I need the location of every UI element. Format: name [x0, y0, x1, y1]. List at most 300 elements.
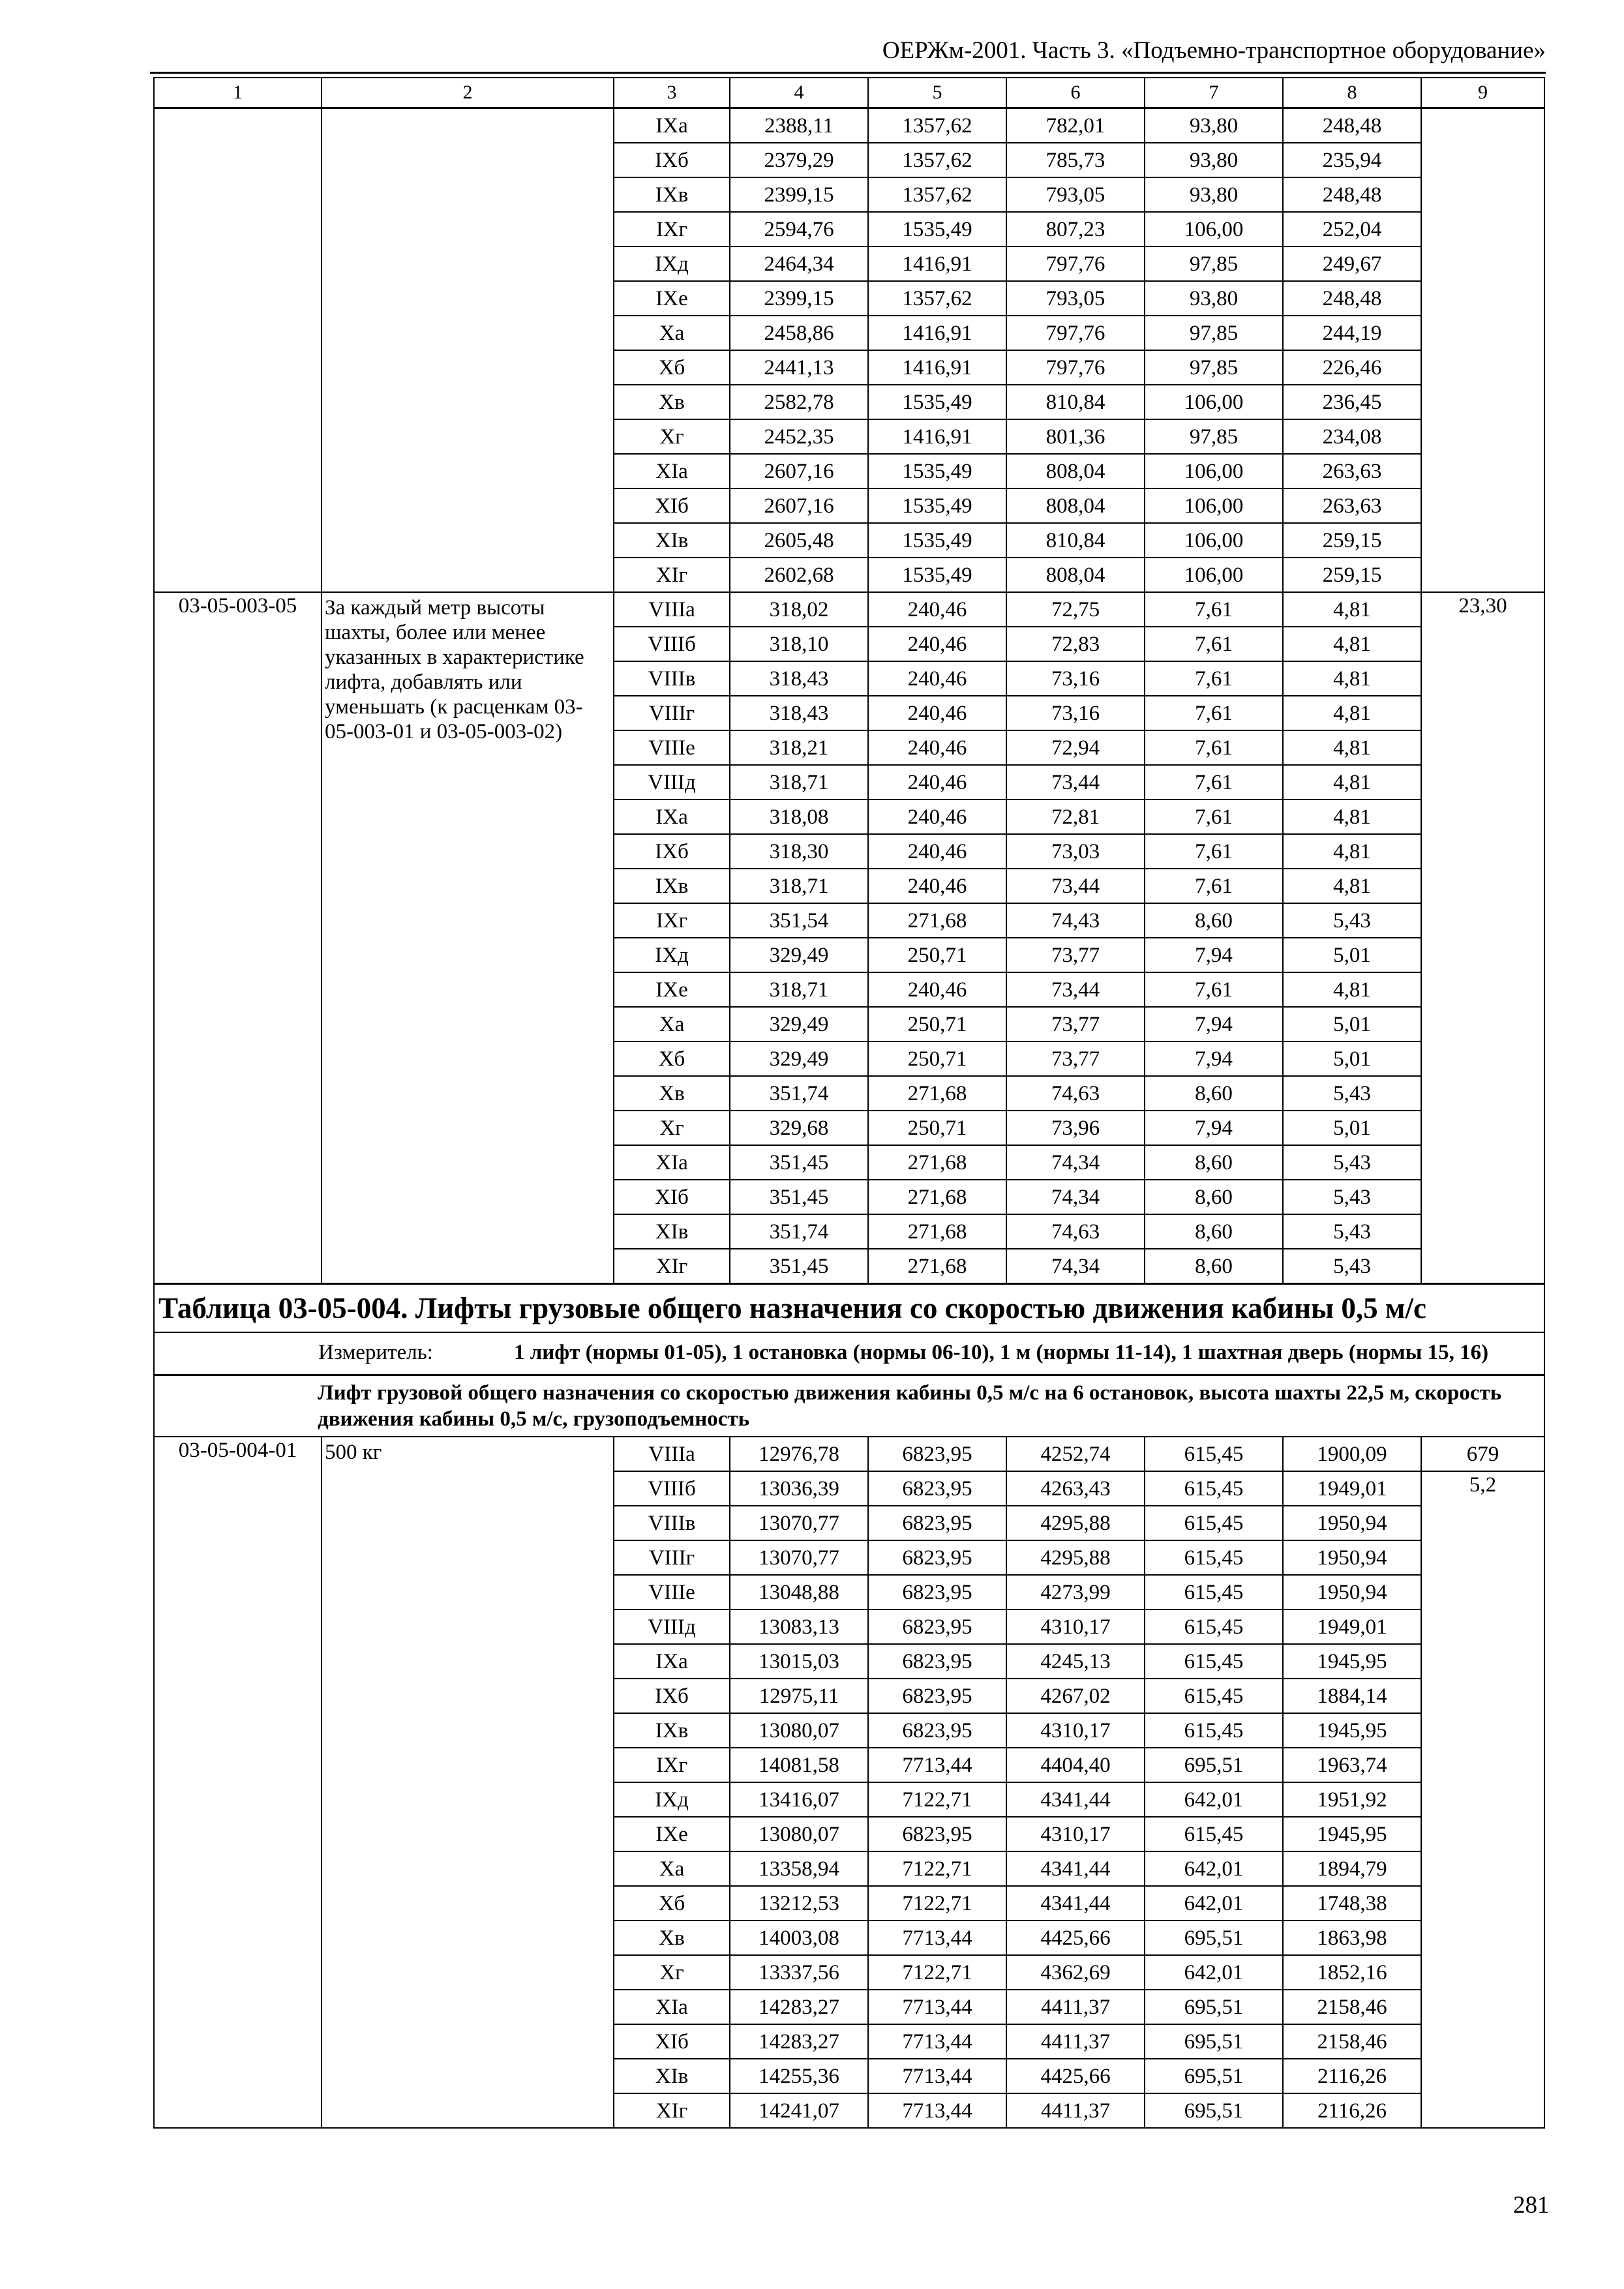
value-cell: 259,15	[1283, 523, 1421, 558]
value-cell: 74,43	[1006, 903, 1145, 938]
value-cell: 97,85	[1145, 350, 1283, 385]
value-cell: 1535,49	[868, 488, 1006, 523]
value-cell: 7,61	[1145, 972, 1283, 1007]
zone-cell: XIб	[614, 1180, 730, 1214]
value-cell: 318,30	[730, 834, 868, 869]
value-cell: 14283,27	[730, 2024, 868, 2059]
value-cell: 13070,77	[730, 1540, 868, 1575]
value-cell: 810,84	[1006, 523, 1145, 558]
value-cell: 615,45	[1145, 1679, 1283, 1713]
zone-cell: IXе	[614, 972, 730, 1007]
value-cell: 7,61	[1145, 696, 1283, 730]
value-cell: 4341,44	[1006, 1886, 1145, 1921]
value-cell: 73,77	[1006, 938, 1145, 972]
value-cell: 6823,95	[868, 1506, 1006, 1540]
value-cell: 8,60	[1145, 1076, 1283, 1111]
zone-cell: IXб	[614, 834, 730, 869]
value-cell: 793,05	[1006, 281, 1145, 316]
value-cell: 695,51	[1145, 2093, 1283, 2128]
zone-cell: Xа	[614, 1007, 730, 1041]
zone-cell: IXб	[614, 143, 730, 177]
zone-cell: XIв	[614, 523, 730, 558]
value-cell: 1949,01	[1283, 1471, 1421, 1506]
value-cell: 13212,53	[730, 1886, 868, 1921]
value-cell: 6823,95	[868, 1817, 1006, 1851]
value-cell: 259,15	[1283, 558, 1421, 592]
value-cell: 329,49	[730, 1007, 868, 1041]
value-cell: 1535,49	[868, 523, 1006, 558]
value-cell: 329,49	[730, 938, 868, 972]
value-cell: 5,43	[1283, 1249, 1421, 1284]
rate-code	[154, 108, 322, 593]
value-cell: 73,44	[1006, 869, 1145, 903]
value-cell: 4,81	[1283, 661, 1421, 696]
value-cell: 4,81	[1283, 730, 1421, 765]
value-cell: 74,63	[1006, 1076, 1145, 1111]
value-cell: 6823,95	[868, 1540, 1006, 1575]
value-cell: 14241,07	[730, 2093, 868, 2128]
value-cell: 226,46	[1283, 350, 1421, 385]
value-cell: 13036,39	[730, 1471, 868, 1506]
value-cell: 4,81	[1283, 800, 1421, 834]
value-cell: 1416,91	[868, 419, 1006, 454]
value-cell: 1357,62	[868, 177, 1006, 212]
value-cell: 6823,95	[868, 1644, 1006, 1679]
value-cell: 7,61	[1145, 869, 1283, 903]
value-cell: 4,81	[1283, 972, 1421, 1007]
value-cell: 793,05	[1006, 177, 1145, 212]
price-table	[153, 77, 1545, 2129]
value-cell: 4362,69	[1006, 1955, 1145, 1990]
value-cell: 263,63	[1283, 488, 1421, 523]
value-cell: 1416,91	[868, 350, 1006, 385]
zone-cell: IXа	[614, 1644, 730, 1679]
value-cell: 93,80	[1145, 177, 1283, 212]
value-cell: 642,01	[1145, 1782, 1283, 1817]
value-cell: 1535,49	[868, 558, 1006, 592]
extra-value-top: 679	[1421, 1437, 1544, 1471]
zone-cell: VIIIа	[614, 1437, 730, 1471]
zone-cell: IXг	[614, 1748, 730, 1782]
column-number: 1	[154, 78, 322, 108]
zone-cell: VIIIв	[614, 1506, 730, 1540]
section-heading: Лифт грузовой общего назначения со скоростью движения кабины 0,5 м/с на 6 остановок, высота шахты 22,5 м, скорость движения кабины 0,5 м/с, грузоподъемность	[154, 1375, 1544, 1437]
header-rule	[150, 72, 1546, 74]
table-title: Таблица 03-05-004. Лифты грузовые общего назначения со скоростью движения кабины 0,5 м/с	[154, 1284, 1544, 1333]
value-cell: 4263,43	[1006, 1471, 1145, 1506]
column-number: 9	[1421, 78, 1544, 108]
value-cell: 240,46	[868, 661, 1006, 696]
value-cell: 72,94	[1006, 730, 1145, 765]
value-cell: 1945,95	[1283, 1713, 1421, 1748]
extra-value-bottom: 5,2	[1421, 1471, 1544, 2128]
value-cell: 695,51	[1145, 1921, 1283, 1955]
value-cell: 240,46	[868, 972, 1006, 1007]
zone-cell: XIа	[614, 1990, 730, 2024]
value-cell: 4425,66	[1006, 1921, 1145, 1955]
rate-description: За каждый метр высоты шахты, более или менее указанных в характеристике лифта, добавлять или уменьшать (к расценкам 03-05-003-01 и 03-05-003-02)	[322, 592, 614, 1284]
value-cell: 1535,49	[868, 212, 1006, 247]
value-cell: 2158,46	[1283, 2024, 1421, 2059]
value-cell: 808,04	[1006, 488, 1145, 523]
value-cell: 4,81	[1283, 834, 1421, 869]
zone-cell: IXд	[614, 1782, 730, 1817]
zone-cell: XIв	[614, 1214, 730, 1249]
value-cell: 351,74	[730, 1076, 868, 1111]
value-cell: 271,68	[868, 1249, 1006, 1284]
value-cell: 6823,95	[868, 1679, 1006, 1713]
value-cell: 8,60	[1145, 1145, 1283, 1180]
value-cell: 1357,62	[868, 281, 1006, 316]
value-cell: 1535,49	[868, 385, 1006, 419]
value-cell: 695,51	[1145, 2059, 1283, 2093]
value-cell: 695,51	[1145, 1748, 1283, 1782]
zone-cell: IXб	[614, 1679, 730, 1713]
value-cell: 1950,94	[1283, 1506, 1421, 1540]
value-cell: 73,77	[1006, 1041, 1145, 1076]
value-cell: 106,00	[1145, 523, 1283, 558]
table-row	[154, 1437, 1544, 1471]
value-cell: 7122,71	[868, 1886, 1006, 1921]
value-cell: 240,46	[868, 800, 1006, 834]
table-title-row	[154, 1284, 1544, 1333]
extra-value	[1421, 108, 1544, 593]
zone-cell: Xб	[614, 1886, 730, 1921]
value-cell: 785,73	[1006, 143, 1145, 177]
value-cell: 1863,98	[1283, 1921, 1421, 1955]
value-cell: 93,80	[1145, 108, 1283, 143]
value-cell: 13080,07	[730, 1713, 868, 1748]
zone-cell: IXа	[614, 108, 730, 143]
value-cell: 2582,78	[730, 385, 868, 419]
value-cell: 782,01	[1006, 108, 1145, 143]
value-cell: 250,71	[868, 938, 1006, 972]
value-cell: 74,34	[1006, 1249, 1145, 1284]
zone-cell: Xб	[614, 1041, 730, 1076]
value-cell: 12976,78	[730, 1437, 868, 1471]
value-cell: 235,94	[1283, 143, 1421, 177]
value-cell: 8,60	[1145, 1180, 1283, 1214]
table-row	[154, 108, 1544, 143]
zone-cell: XIа	[614, 1145, 730, 1180]
value-cell: 2607,16	[730, 454, 868, 488]
rate-code: 03-05-003-05	[154, 592, 322, 1284]
value-cell: 4411,37	[1006, 1990, 1145, 2024]
value-cell: 351,45	[730, 1180, 868, 1214]
zone-cell: IXг	[614, 903, 730, 938]
value-cell: 615,45	[1145, 1540, 1283, 1575]
value-cell: 801,36	[1006, 419, 1145, 454]
value-cell: 7122,71	[868, 1782, 1006, 1817]
column-number: 5	[868, 78, 1006, 108]
value-cell: 8,60	[1145, 1249, 1283, 1284]
value-cell: 13416,07	[730, 1782, 868, 1817]
value-cell: 240,46	[868, 765, 1006, 800]
value-cell: 4341,44	[1006, 1782, 1145, 1817]
zone-cell: IXд	[614, 938, 730, 972]
value-cell: 271,68	[868, 903, 1006, 938]
value-cell: 1357,62	[868, 108, 1006, 143]
value-cell: 13070,77	[730, 1506, 868, 1540]
value-cell: 7713,44	[868, 1748, 1006, 1782]
value-cell: 808,04	[1006, 558, 1145, 592]
value-cell: 72,81	[1006, 800, 1145, 834]
running-title: ОЕРЖм-2001. Часть 3. «Подъемно-транспортное оборудование»	[882, 37, 1546, 64]
value-cell: 1945,95	[1283, 1644, 1421, 1679]
value-cell: 351,74	[730, 1214, 868, 1249]
meter-label: Измеритель:	[318, 1340, 433, 1364]
value-cell: 318,21	[730, 730, 868, 765]
value-cell: 7122,71	[868, 1851, 1006, 1886]
column-number-row	[154, 78, 1544, 108]
value-cell: 1416,91	[868, 316, 1006, 350]
value-cell: 797,76	[1006, 316, 1145, 350]
value-cell: 7122,71	[868, 1955, 1006, 1990]
value-cell: 5,01	[1283, 1007, 1421, 1041]
value-cell: 8,60	[1145, 903, 1283, 938]
value-cell: 74,34	[1006, 1145, 1145, 1180]
value-cell: 2607,16	[730, 488, 868, 523]
value-cell: 240,46	[868, 627, 1006, 661]
value-cell: 7,61	[1145, 627, 1283, 661]
value-cell: 5,01	[1283, 1111, 1421, 1145]
value-cell: 6823,95	[868, 1575, 1006, 1609]
value-cell: 2441,13	[730, 350, 868, 385]
value-cell: 13083,13	[730, 1609, 868, 1644]
value-cell: 250,71	[868, 1111, 1006, 1145]
zone-cell: XIб	[614, 488, 730, 523]
value-cell: 2602,68	[730, 558, 868, 592]
value-cell: 808,04	[1006, 454, 1145, 488]
value-cell: 13015,03	[730, 1644, 868, 1679]
zone-cell: XIг	[614, 2093, 730, 2128]
zone-cell: IXв	[614, 177, 730, 212]
value-cell: 318,10	[730, 627, 868, 661]
value-cell: 4310,17	[1006, 1713, 1145, 1748]
value-cell: 7,61	[1145, 661, 1283, 696]
value-cell: 7,61	[1145, 834, 1283, 869]
meter	[158, 1339, 1540, 1366]
value-cell: 7,94	[1145, 1111, 1283, 1145]
rate-description: 500 кг	[322, 1437, 614, 2128]
zone-cell: IXв	[614, 1713, 730, 1748]
value-cell: 4252,74	[1006, 1437, 1145, 1471]
value-cell: 4245,13	[1006, 1644, 1145, 1679]
value-cell: 74,34	[1006, 1180, 1145, 1214]
value-cell: 1884,14	[1283, 1679, 1421, 1713]
value-cell: 7,61	[1145, 800, 1283, 834]
value-cell: 351,45	[730, 1249, 868, 1284]
value-cell: 240,46	[868, 592, 1006, 627]
value-cell: 97,85	[1145, 419, 1283, 454]
value-cell: 234,08	[1283, 419, 1421, 454]
value-cell: 4,81	[1283, 627, 1421, 661]
value-cell: 6823,95	[868, 1437, 1006, 1471]
zone-cell: Xв	[614, 1921, 730, 1955]
column-number: 8	[1283, 78, 1421, 108]
value-cell: 252,04	[1283, 212, 1421, 247]
zone-cell: VIIIв	[614, 661, 730, 696]
value-cell: 318,02	[730, 592, 868, 627]
value-cell: 13337,56	[730, 1955, 868, 1990]
value-cell: 2399,15	[730, 281, 868, 316]
meter-cell	[154, 1332, 1544, 1375]
value-cell: 1535,49	[868, 454, 1006, 488]
value-cell: 5,01	[1283, 938, 1421, 972]
zone-cell: VIIIб	[614, 627, 730, 661]
zone-cell: VIIIе	[614, 1575, 730, 1609]
value-cell: 695,51	[1145, 1990, 1283, 2024]
value-cell: 4295,88	[1006, 1540, 1145, 1575]
value-cell: 807,23	[1006, 212, 1145, 247]
value-cell: 2464,34	[730, 247, 868, 281]
value-cell: 797,76	[1006, 350, 1145, 385]
value-cell: 318,43	[730, 661, 868, 696]
value-cell: 615,45	[1145, 1437, 1283, 1471]
value-cell: 4404,40	[1006, 1748, 1145, 1782]
section-heading-row	[154, 1375, 1544, 1437]
value-cell: 318,71	[730, 765, 868, 800]
value-cell: 72,75	[1006, 592, 1145, 627]
value-cell: 97,85	[1145, 316, 1283, 350]
value-cell: 351,45	[730, 1145, 868, 1180]
value-cell: 4411,37	[1006, 2093, 1145, 2128]
value-cell: 73,44	[1006, 765, 1145, 800]
value-cell: 73,16	[1006, 661, 1145, 696]
value-cell: 615,45	[1145, 1817, 1283, 1851]
value-cell: 5,43	[1283, 903, 1421, 938]
value-cell: 4,81	[1283, 765, 1421, 800]
value-cell: 318,71	[730, 869, 868, 903]
table-row	[154, 592, 1544, 627]
value-cell: 4310,17	[1006, 1609, 1145, 1644]
value-cell: 73,16	[1006, 696, 1145, 730]
value-cell: 810,84	[1006, 385, 1145, 419]
value-cell: 1748,38	[1283, 1886, 1421, 1921]
value-cell: 106,00	[1145, 488, 1283, 523]
value-cell: 642,01	[1145, 1851, 1283, 1886]
zone-cell: VIIIд	[614, 765, 730, 800]
zone-cell: IXа	[614, 800, 730, 834]
value-cell: 14003,08	[730, 1921, 868, 1955]
value-cell: 13358,94	[730, 1851, 868, 1886]
meter-value: 1 лифт (нормы 01-05), 1 остановка (нормы 06-10), 1 м (нормы 11-14), 1 шахтная дверь (нормы 15, 16)	[514, 1340, 1489, 1364]
value-cell: 1950,94	[1283, 1575, 1421, 1609]
value-cell: 2605,48	[730, 523, 868, 558]
value-cell: 5,01	[1283, 1041, 1421, 1076]
value-cell: 615,45	[1145, 1644, 1283, 1679]
value-cell: 263,63	[1283, 454, 1421, 488]
zone-cell: Xа	[614, 1851, 730, 1886]
rate-description	[322, 108, 614, 593]
value-cell: 7,61	[1145, 730, 1283, 765]
zone-cell: XIг	[614, 1249, 730, 1284]
value-cell: 93,80	[1145, 281, 1283, 316]
zone-cell: VIIIг	[614, 696, 730, 730]
value-cell: 615,45	[1145, 1713, 1283, 1748]
value-cell: 318,08	[730, 800, 868, 834]
value-cell: 1416,91	[868, 247, 1006, 281]
value-cell: 271,68	[868, 1180, 1006, 1214]
value-cell: 797,76	[1006, 247, 1145, 281]
value-cell: 2458,86	[730, 316, 868, 350]
value-cell: 14081,58	[730, 1748, 868, 1782]
value-cell: 7,94	[1145, 1007, 1283, 1041]
value-cell: 7713,44	[868, 1990, 1006, 2024]
value-cell: 240,46	[868, 834, 1006, 869]
zone-cell: VIIIа	[614, 592, 730, 627]
zone-cell: Xг	[614, 1955, 730, 1990]
meter-row	[154, 1332, 1544, 1375]
value-cell: 106,00	[1145, 385, 1283, 419]
value-cell: 6823,95	[868, 1713, 1006, 1748]
value-cell: 244,19	[1283, 316, 1421, 350]
value-cell: 615,45	[1145, 1609, 1283, 1644]
column-number: 2	[322, 78, 614, 108]
zone-cell: IXд	[614, 247, 730, 281]
value-cell: 642,01	[1145, 1955, 1283, 1990]
value-cell: 6823,95	[868, 1609, 1006, 1644]
value-cell: 7713,44	[868, 2093, 1006, 2128]
value-cell: 13048,88	[730, 1575, 868, 1609]
value-cell: 250,71	[868, 1041, 1006, 1076]
column-number: 4	[730, 78, 868, 108]
value-cell: 250,71	[868, 1007, 1006, 1041]
zone-cell: VIIIд	[614, 1609, 730, 1644]
zone-cell: XIа	[614, 454, 730, 488]
value-cell: 74,63	[1006, 1214, 1145, 1249]
value-cell: 7,61	[1145, 765, 1283, 800]
value-cell: 2158,46	[1283, 1990, 1421, 2024]
column-number: 3	[614, 78, 730, 108]
value-cell: 240,46	[868, 730, 1006, 765]
value-cell: 73,03	[1006, 834, 1145, 869]
zone-cell: IXе	[614, 281, 730, 316]
zone-cell: Xг	[614, 1111, 730, 1145]
value-cell: 1945,95	[1283, 1817, 1421, 1851]
value-cell: 1963,74	[1283, 1748, 1421, 1782]
zone-cell: VIIIе	[614, 730, 730, 765]
value-cell: 236,45	[1283, 385, 1421, 419]
value-cell: 248,48	[1283, 281, 1421, 316]
value-cell: 4411,37	[1006, 2024, 1145, 2059]
value-cell: 7713,44	[868, 2024, 1006, 2059]
value-cell: 2452,35	[730, 419, 868, 454]
value-cell: 13080,07	[730, 1817, 868, 1851]
value-cell: 2379,29	[730, 143, 868, 177]
value-cell: 6823,95	[868, 1471, 1006, 1506]
value-cell: 642,01	[1145, 1886, 1283, 1921]
value-cell: 106,00	[1145, 558, 1283, 592]
rate-code: 03-05-004-01	[154, 1437, 322, 2128]
value-cell: 106,00	[1145, 212, 1283, 247]
value-cell: 7,94	[1145, 1041, 1283, 1076]
value-cell: 4267,02	[1006, 1679, 1145, 1713]
value-cell: 2594,76	[730, 212, 868, 247]
value-cell: 329,68	[730, 1111, 868, 1145]
zone-cell: IXе	[614, 1817, 730, 1851]
value-cell: 249,67	[1283, 247, 1421, 281]
value-cell: 72,83	[1006, 627, 1145, 661]
value-cell: 1951,92	[1283, 1782, 1421, 1817]
value-cell: 12975,11	[730, 1679, 868, 1713]
value-cell: 97,85	[1145, 247, 1283, 281]
value-cell: 695,51	[1145, 2024, 1283, 2059]
value-cell: 1894,79	[1283, 1851, 1421, 1886]
value-cell: 615,45	[1145, 1506, 1283, 1540]
value-cell: 271,68	[868, 1076, 1006, 1111]
value-cell: 4425,66	[1006, 2059, 1145, 2093]
